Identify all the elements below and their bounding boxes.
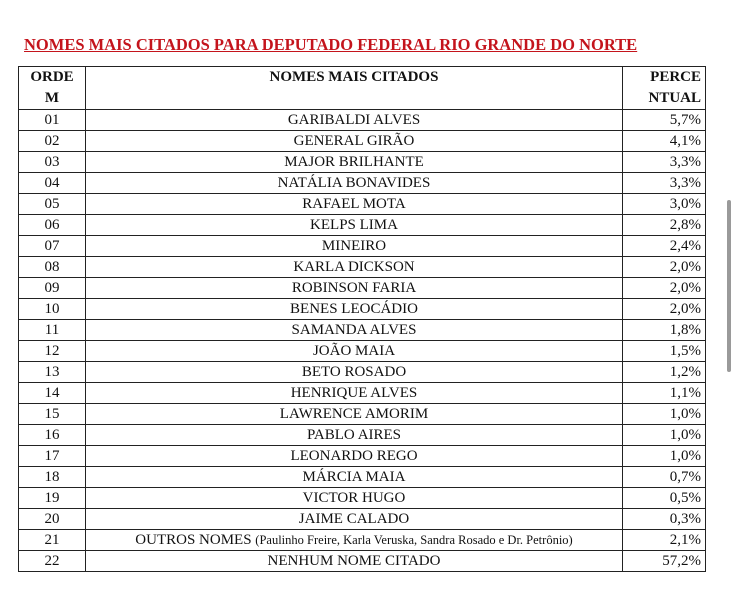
header-ordem-line1: ORDE <box>30 69 74 85</box>
ordem-cell: 04 <box>19 173 86 194</box>
table-row <box>19 152 706 173</box>
nome-cell: ROBINSON FARIA <box>86 278 623 299</box>
ordem-cell: 03 <box>19 152 86 173</box>
percentual-cell: 57,2% <box>623 551 706 572</box>
nome-cell: BETO ROSADO <box>86 362 623 383</box>
nome-cell: JOÃO MAIA <box>86 341 623 362</box>
outros-nomes-detalhe: (Paulinho Freire, Karla Veruska, Sandra Rosado e Dr. Petrônio) <box>255 533 573 547</box>
header-nomes-label: NOMES MAIS CITADOS <box>269 69 439 85</box>
ordem-cell: 19 <box>19 488 86 509</box>
percentual-cell: 1,0% <box>623 446 706 467</box>
nome-cell: VICTOR HUGO <box>86 488 623 509</box>
header-ordem-line2: M <box>44 90 60 106</box>
percentual-cell: 4,1% <box>623 131 706 152</box>
ordem-cell: 02 <box>19 131 86 152</box>
percentual-cell: 1,0% <box>623 404 706 425</box>
table-row <box>19 299 706 320</box>
percentual-cell: 1,2% <box>623 362 706 383</box>
ordem-cell: 21 <box>19 530 86 551</box>
percentual-cell: 1,8% <box>623 320 706 341</box>
document-title: NOMES MAIS CITADOS PARA DEPUTADO FEDERAL RIO GRANDE DO NORTE <box>24 35 638 54</box>
percentual-cell: 0,5% <box>623 488 706 509</box>
ordem-cell: 13 <box>19 362 86 383</box>
table-row <box>19 362 706 383</box>
nome-cell: MÁRCIA MAIA <box>86 467 623 488</box>
table-row <box>19 341 706 362</box>
table-row <box>19 425 706 446</box>
percentual-cell: 3,3% <box>623 152 706 173</box>
ordem-cell: 06 <box>19 215 86 236</box>
outros-nomes-label: OUTROS NOMES <box>135 532 252 548</box>
table-row <box>19 509 706 530</box>
table-row <box>19 278 706 299</box>
ordem-cell: 14 <box>19 383 86 404</box>
percentual-cell: 2,4% <box>623 236 706 257</box>
nome-cell: GARIBALDI ALVES <box>86 110 623 131</box>
header-percentual-line2: NTUAL <box>648 90 701 106</box>
table-row <box>19 383 706 404</box>
table-row <box>19 173 706 194</box>
nome-cell-outros <box>86 530 623 551</box>
nome-cell: LAWRENCE AMORIM <box>86 404 623 425</box>
percentual-cell: 2,1% <box>623 530 706 551</box>
nome-cell: RAFAEL MOTA <box>86 194 623 215</box>
percentual-cell: 0,3% <box>623 509 706 530</box>
percentual-cell: 2,8% <box>623 215 706 236</box>
table-row <box>19 110 706 131</box>
nome-cell: NATÁLIA BONAVIDES <box>86 173 623 194</box>
percentual-cell: 3,3% <box>623 173 706 194</box>
ordem-cell: 01 <box>19 110 86 131</box>
nome-cell: JAIME CALADO <box>86 509 623 530</box>
ordem-cell: 17 <box>19 446 86 467</box>
percentual-cell: 1,1% <box>623 383 706 404</box>
ordem-cell: 15 <box>19 404 86 425</box>
header-nomes <box>86 67 623 110</box>
ordem-cell: 18 <box>19 467 86 488</box>
table-row <box>19 551 706 572</box>
percentual-cell: 1,5% <box>623 341 706 362</box>
table-row <box>19 131 706 152</box>
percentual-cell: 2,0% <box>623 257 706 278</box>
nome-cell: MINEIRO <box>86 236 623 257</box>
ordem-cell: 10 <box>19 299 86 320</box>
results-table <box>18 66 706 572</box>
percentual-cell: 0,7% <box>623 467 706 488</box>
nome-cell: PABLO AIRES <box>86 425 623 446</box>
nome-cell: SAMANDA ALVES <box>86 320 623 341</box>
percentual-cell: 3,0% <box>623 194 706 215</box>
table-row <box>19 404 706 425</box>
header-percentual <box>623 67 706 110</box>
vertical-scrollbar[interactable] <box>727 200 731 372</box>
table-row <box>19 467 706 488</box>
ordem-cell: 22 <box>19 551 86 572</box>
table-row <box>19 320 706 341</box>
table-row <box>19 257 706 278</box>
table-row <box>19 194 706 215</box>
nome-cell: LEONARDO REGO <box>86 446 623 467</box>
nome-cell: KELPS LIMA <box>86 215 623 236</box>
ordem-cell: 20 <box>19 509 86 530</box>
header-percentual-line1: PERCE <box>650 69 701 85</box>
header-ordem <box>19 67 86 110</box>
ordem-cell: 08 <box>19 257 86 278</box>
table-row <box>19 488 706 509</box>
ordem-cell: 09 <box>19 278 86 299</box>
ordem-cell: 11 <box>19 320 86 341</box>
percentual-cell: 2,0% <box>623 278 706 299</box>
ordem-cell: 07 <box>19 236 86 257</box>
table-row <box>19 446 706 467</box>
table-row <box>19 530 706 551</box>
header-row <box>19 67 706 110</box>
nome-cell: HENRIQUE ALVES <box>86 383 623 404</box>
nome-cell: GENERAL GIRÃO <box>86 131 623 152</box>
ordem-cell: 05 <box>19 194 86 215</box>
percentual-cell: 5,7% <box>623 110 706 131</box>
ordem-cell: 16 <box>19 425 86 446</box>
table-row <box>19 215 706 236</box>
table-row <box>19 236 706 257</box>
nome-cell: NENHUM NOME CITADO <box>86 551 623 572</box>
ordem-cell: 12 <box>19 341 86 362</box>
nome-cell: MAJOR BRILHANTE <box>86 152 623 173</box>
nome-cell: KARLA DICKSON <box>86 257 623 278</box>
nome-cell: BENES LEOCÁDIO <box>86 299 623 320</box>
percentual-cell: 2,0% <box>623 299 706 320</box>
percentual-cell: 1,0% <box>623 425 706 446</box>
